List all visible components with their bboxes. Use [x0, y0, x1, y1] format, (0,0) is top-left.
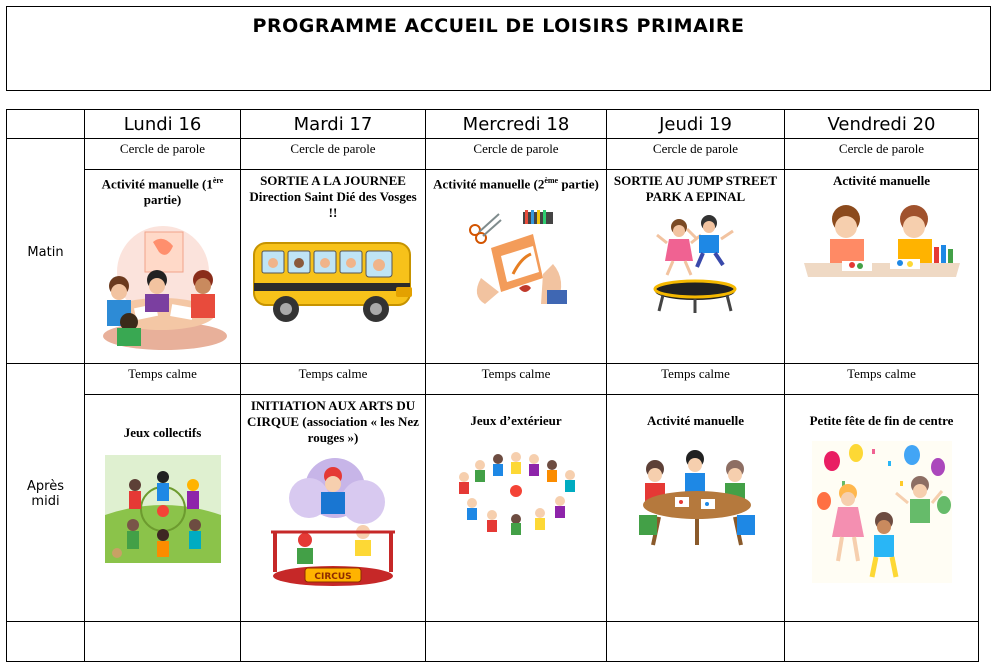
circus-sign: CIRCUS: [314, 572, 352, 582]
activity-cell-vendredi-morning: [785, 170, 979, 364]
routine-cell: Temps calme: [785, 364, 979, 395]
corner-cell: [7, 110, 85, 139]
empty-cell: [241, 622, 426, 662]
morning-label: Matin: [7, 139, 85, 364]
routine-cell: Cercle de parole: [85, 139, 241, 170]
activity-cell-lundi-morning: [85, 170, 241, 364]
activity-title: INITIATION AUX ARTS DU CIRQUE (association « les Nez rouges »): [247, 398, 419, 445]
day-header: Mardi 17: [241, 110, 426, 139]
activity-title: Petite fête de fin de centre: [809, 413, 954, 428]
school-bus-illustration: [248, 233, 418, 329]
crafting-table-illustration: [635, 445, 757, 549]
empty-footer-row: [7, 622, 979, 662]
routine-cell: Cercle de parole: [241, 139, 426, 170]
day-header: Mercredi 18: [426, 110, 607, 139]
routine-cell: Temps calme: [241, 364, 426, 395]
activity-title: Activité manuelle (2ème partie): [433, 176, 599, 192]
activity-cell-mardi-morning: [241, 170, 426, 364]
activity-title: SORTIE A LA JOURNEE Direction Saint Dié des Vosges !!: [249, 173, 417, 220]
activity-title: Activité manuelle: [832, 173, 931, 188]
activity-cell-mercredi-afternoon: [426, 395, 607, 622]
empty-cell: [85, 622, 241, 662]
afternoon-label: Après midi: [7, 364, 85, 622]
day-header: Jeudi 19: [607, 110, 785, 139]
empty-cell: [7, 622, 85, 662]
painting-kids-illustration: [802, 203, 962, 287]
morning-activity-row: [7, 170, 979, 364]
activity-cell-lundi-afternoon: [85, 395, 241, 622]
header-row: [7, 110, 979, 139]
title-box: [6, 6, 991, 91]
activity-cell-mardi-afternoon: [241, 395, 426, 622]
trampoline-kids-illustration: [651, 213, 741, 317]
empty-cell: [785, 622, 979, 662]
outdoor-games-illustration: [450, 447, 582, 535]
routine-cell: Cercle de parole: [426, 139, 607, 170]
schedule-table: [6, 109, 979, 662]
activity-title: Activité manuelle (1ère partie): [101, 176, 224, 208]
afternoon-routine-row: [7, 364, 979, 395]
paper-craft-illustration: [461, 208, 571, 308]
empty-cell: [426, 622, 607, 662]
routine-cell: Temps calme: [85, 364, 241, 395]
morning-routine-row: [7, 139, 979, 170]
day-header: Lundi 16: [85, 110, 241, 139]
empty-cell: [607, 622, 785, 662]
activity-title: Jeux d’extérieur: [470, 413, 562, 428]
party-illustration: [812, 441, 952, 583]
afternoon-activity-row: [7, 395, 979, 622]
activity-cell-vendredi-afternoon: [785, 395, 979, 622]
activity-cell-jeudi-afternoon: [607, 395, 785, 622]
routine-cell: Temps calme: [607, 364, 785, 395]
routine-cell: Cercle de parole: [785, 139, 979, 170]
activity-title: SORTIE AU JUMP STREET PARK A EPINAL: [613, 173, 778, 204]
activity-title: Jeux collectifs: [123, 425, 202, 440]
activity-title: Activité manuelle: [646, 413, 745, 428]
group-games-illustration: [105, 455, 221, 563]
crafting-kids-illustration: [95, 214, 231, 352]
activity-cell-jeudi-morning: [607, 170, 785, 364]
day-header: Vendredi 20: [785, 110, 979, 139]
circus-illustration: [265, 452, 401, 590]
activity-cell-mercredi-morning: [426, 170, 607, 364]
page-title: PROGRAMME ACCUEIL DE LOISIRS PRIMAIRE: [252, 15, 745, 37]
routine-cell: Temps calme: [426, 364, 607, 395]
routine-cell: Cercle de parole: [607, 139, 785, 170]
